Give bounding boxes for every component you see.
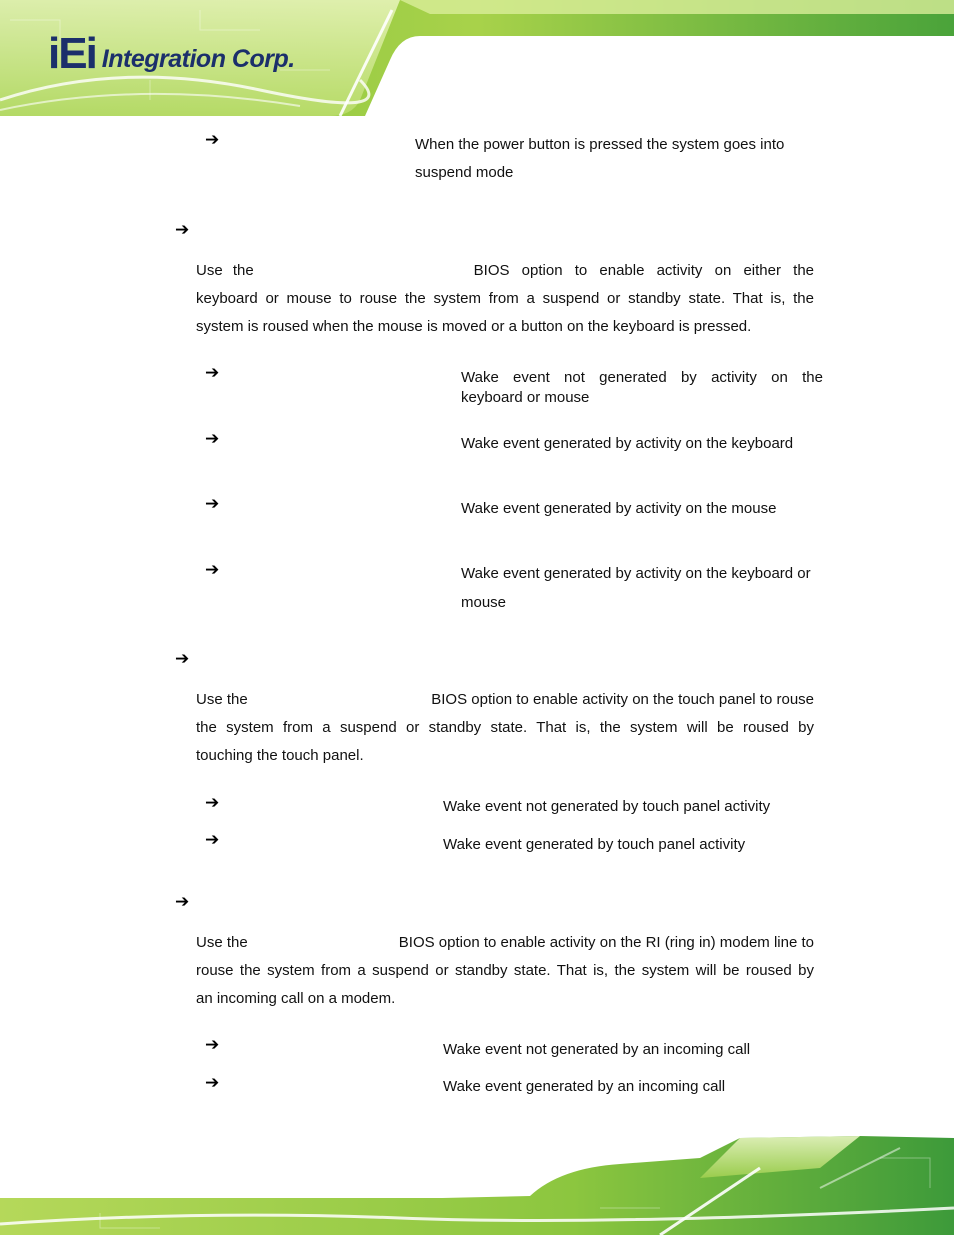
section-arrow-icon: ➔ xyxy=(175,649,190,669)
logo-company-name: Integration Corp. xyxy=(101,45,295,73)
option-description: Wake event generated by activity on the keyboard or mouse xyxy=(461,565,811,611)
arrow-bullet-icon: ➔ xyxy=(205,363,220,383)
option-description: When the power button is pressed the system goes into suspend mode xyxy=(415,136,785,181)
arrow-bullet-icon: ➔ xyxy=(205,130,220,150)
arrow-bullet-icon: ➔ xyxy=(205,560,220,580)
section-arrow-icon: ➔ xyxy=(175,220,190,240)
option-description: Wake event generated by touch panel activity xyxy=(443,836,746,853)
arrow-bullet-icon: ➔ xyxy=(205,494,220,514)
footer-banner xyxy=(0,1128,954,1235)
option-description: Wake event not generated by an incoming call xyxy=(443,1041,751,1058)
option-description: Wake event generated by activity on the keyboard xyxy=(461,435,794,452)
section-paragraph: Use the BIOS option to enable activity on either the keyboard or mouse to rouse the system from a suspend or standby state. That is, the system is roused when the mouse is moved or a button on the keyboard is pressed. xyxy=(196,262,814,335)
option-description: Wake event generated by activity on the mouse xyxy=(461,500,777,517)
arrow-bullet-icon: ➔ xyxy=(205,429,220,449)
option-description: Wake event not generated by touch panel activity xyxy=(443,798,771,815)
option-description: Wake event generated by an incoming call xyxy=(443,1078,726,1095)
arrow-bullet-icon: ➔ xyxy=(205,793,220,813)
arrow-bullet-icon: ➔ xyxy=(205,1035,220,1055)
logo-mark: iEi xyxy=(48,29,96,78)
section-paragraph: Use the BIOS option to enable activity on the touch panel to rouse the system from a suspend or standby state. That is, the system will be roused by touching the touch panel. xyxy=(196,691,814,764)
option-description: Wake event not generated by activity on the keyboard or mouse xyxy=(461,369,823,406)
company-logo xyxy=(48,28,295,78)
section-arrow-icon: ➔ xyxy=(175,892,190,912)
arrow-bullet-icon: ➔ xyxy=(205,1073,220,1093)
section-paragraph: Use the BIOS option to enable activity on the RI (ring in) modem line to rouse the system from a suspend or standby state. That is, the system will be roused by an incoming call on a modem. xyxy=(196,934,814,1007)
arrow-bullet-icon: ➔ xyxy=(205,830,220,850)
